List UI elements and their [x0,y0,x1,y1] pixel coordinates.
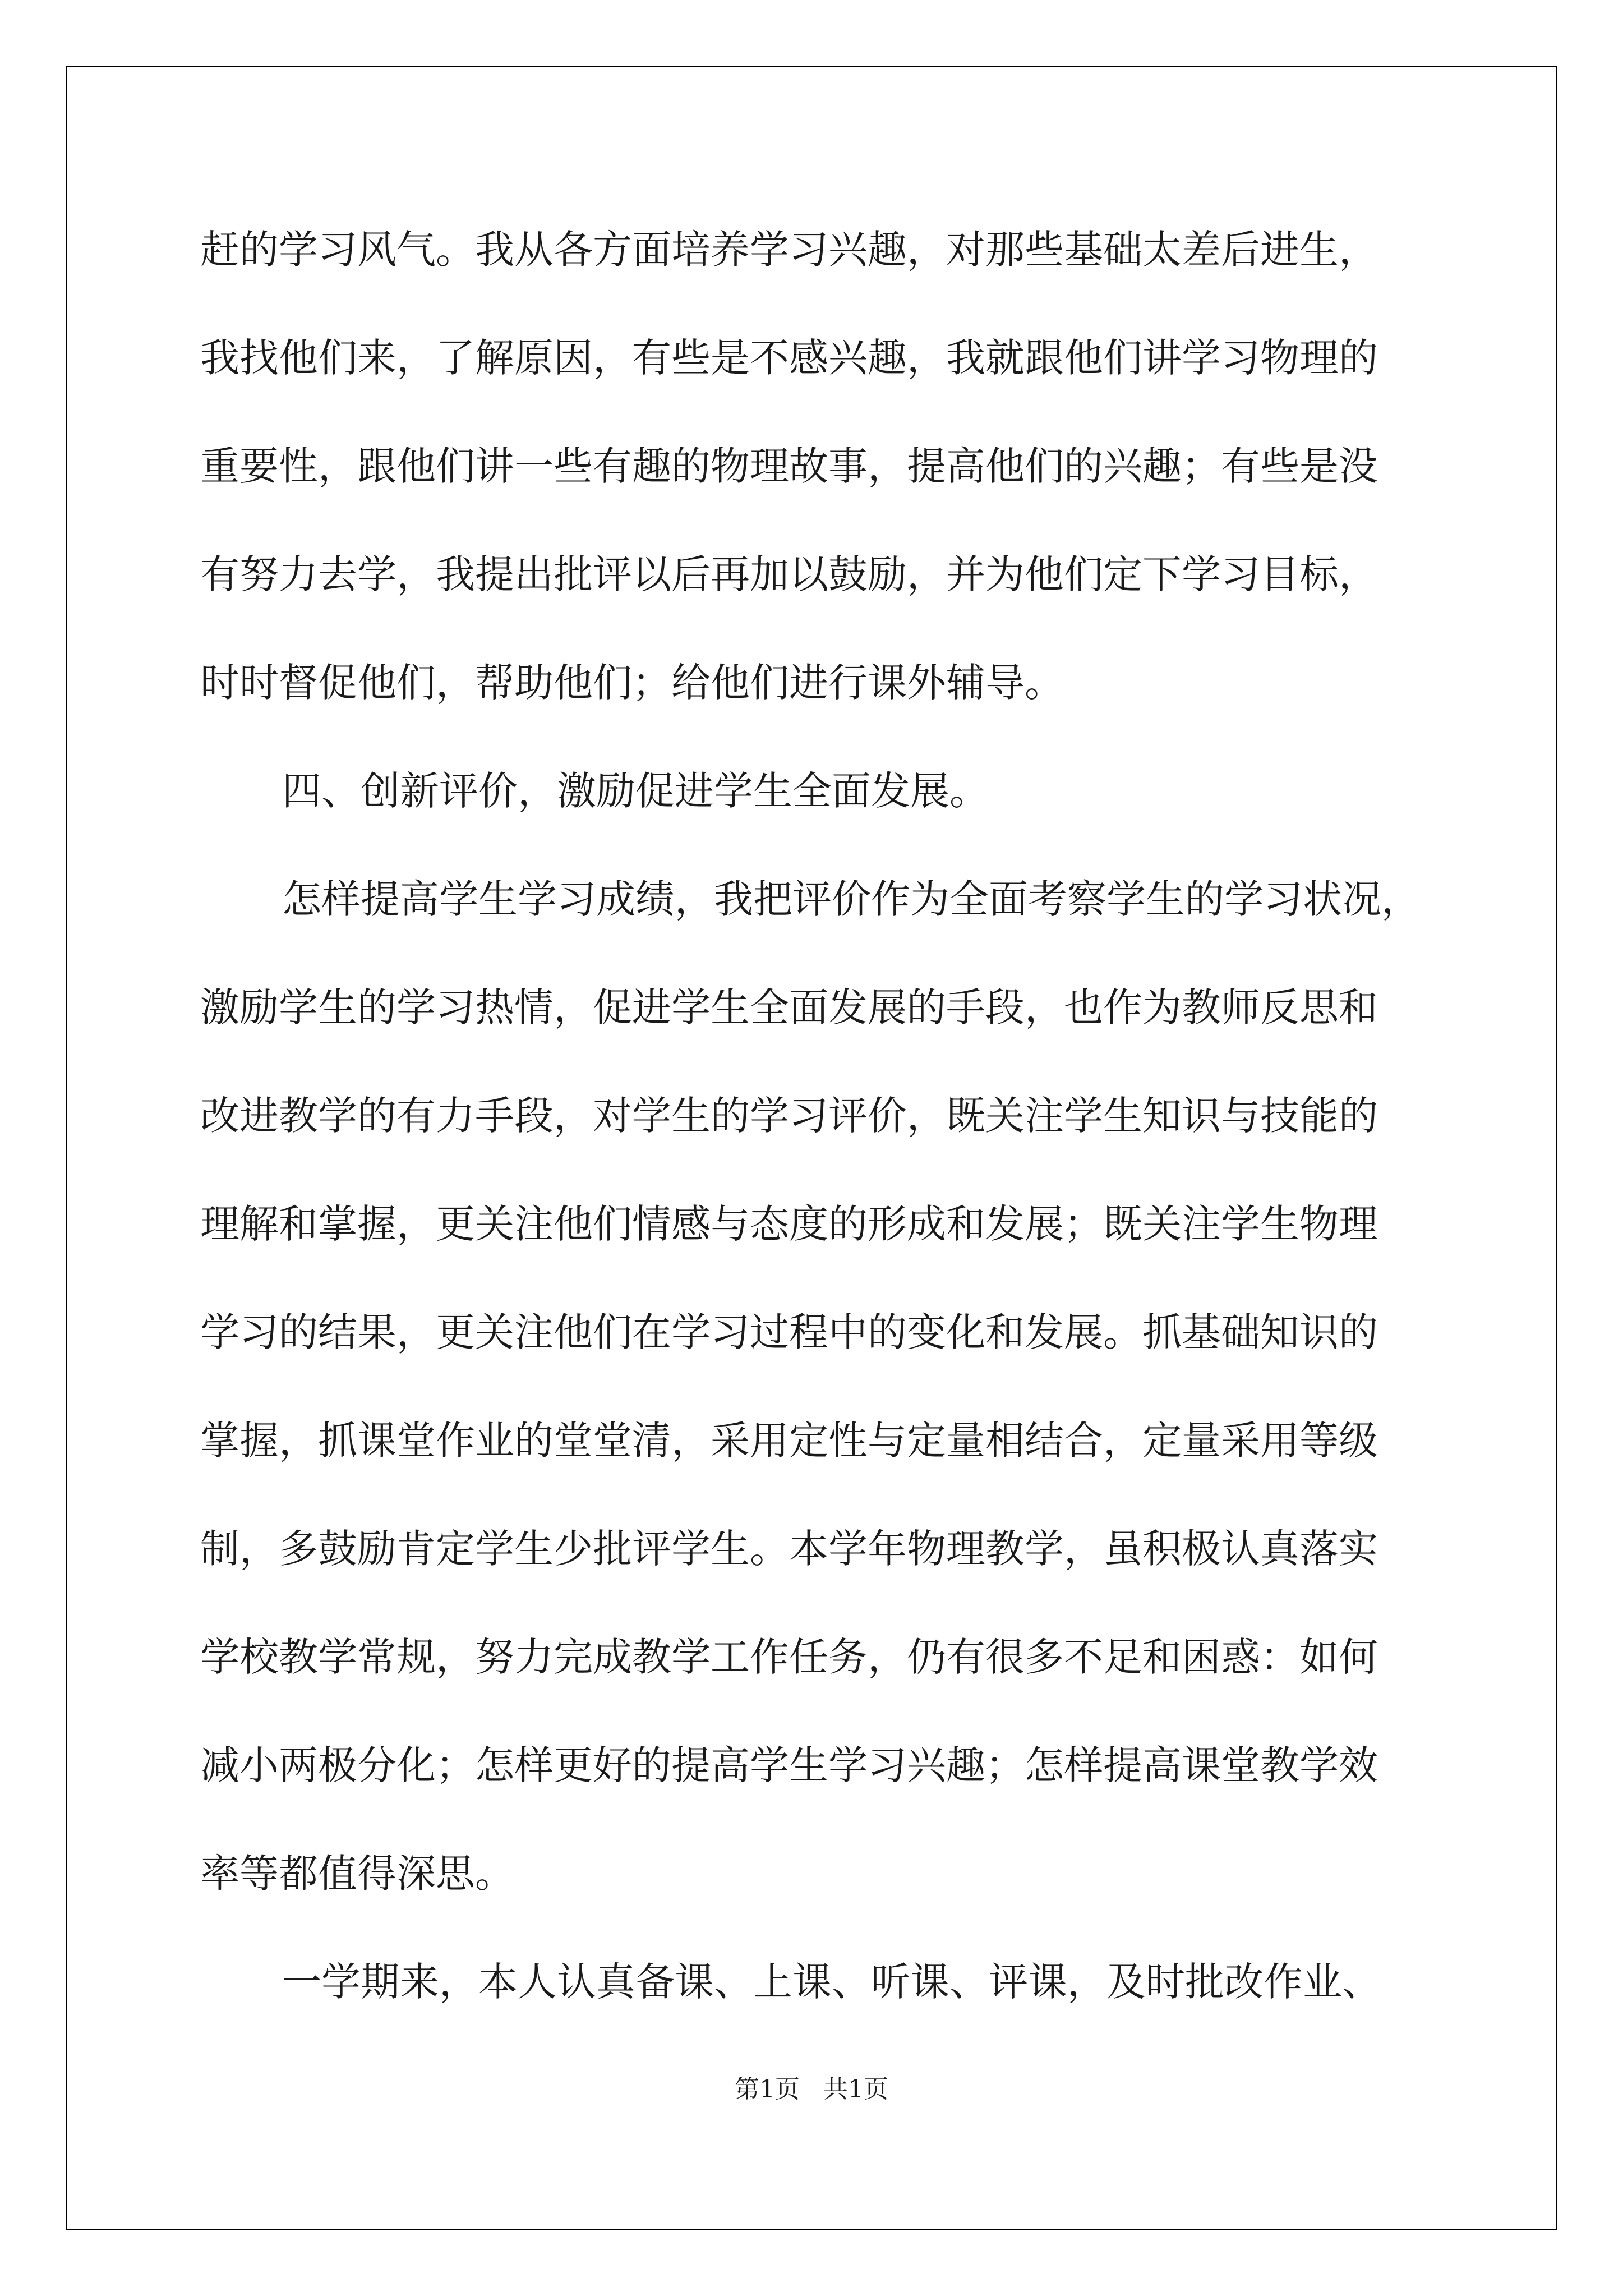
body-text-line: 改进教学的有力手段，对学生的学习评价，既关注学生知识与技能的 [200,1093,1378,1139]
body-text-line: 赶的学习风气。我从各方面培养学习兴趣，对那些基础太差后进生， [200,227,1378,273]
body-text-line: 率等都值得深思。 [200,1851,514,1897]
body-text-line: 时时督促他们，帮助他们；给他们进行课外辅导。 [200,660,1064,706]
body-text-line: 我找他们来，了解原因，有些是不感兴趣，我就跟他们讲学习物理的 [200,335,1378,381]
body-text-line: 激励学生的学习热情，促进学生全面发展的手段，也作为教师反思和 [200,984,1378,1030]
body-text-line: 重要性，跟他们讲一些有趣的物理故事，提高他们的兴趣；有些是没 [200,443,1378,489]
body-text-line: 掌握，抓课堂作业的堂堂清，采用定性与定量相结合，定量采用等级 [200,1418,1378,1464]
body-text-line: 学习的结果，更关注他们在学习过程中的变化和发展。抓基础知识的 [200,1309,1378,1355]
body-text-line: 理解和掌握，更关注他们情感与态度的形成和发展；既关注学生物理 [200,1201,1378,1247]
body-text-line: 有努力去学，我提出批评以后再加以鼓励，并为他们定下学习目标， [200,551,1378,597]
page-footer: 第1页 共1页 [735,2075,888,2104]
body-text-line: 学校教学常规，努力完成教学工作任务，仍有很多不足和困惑：如何 [200,1634,1378,1680]
body-text-line: 怎样提高学生学习成绩，我把评价作为全面考察学生的学习状况， [282,876,1421,922]
body-text-line: 制，多鼓励肯定学生少批评学生。本学年物理教学，虽积极认真落实 [200,1526,1378,1572]
page-border [66,66,1557,2230]
section-heading: 四、创新评价，激励促进学生全面发展。 [282,768,989,814]
body-text-line: 减小两极分化；怎样更好的提高学生学习兴趣；怎样提高课堂教学效 [200,1742,1378,1788]
body-text-line: 一学期来，本人认真备课、上课、听课、评课，及时批改作业、 [282,1959,1381,2005]
